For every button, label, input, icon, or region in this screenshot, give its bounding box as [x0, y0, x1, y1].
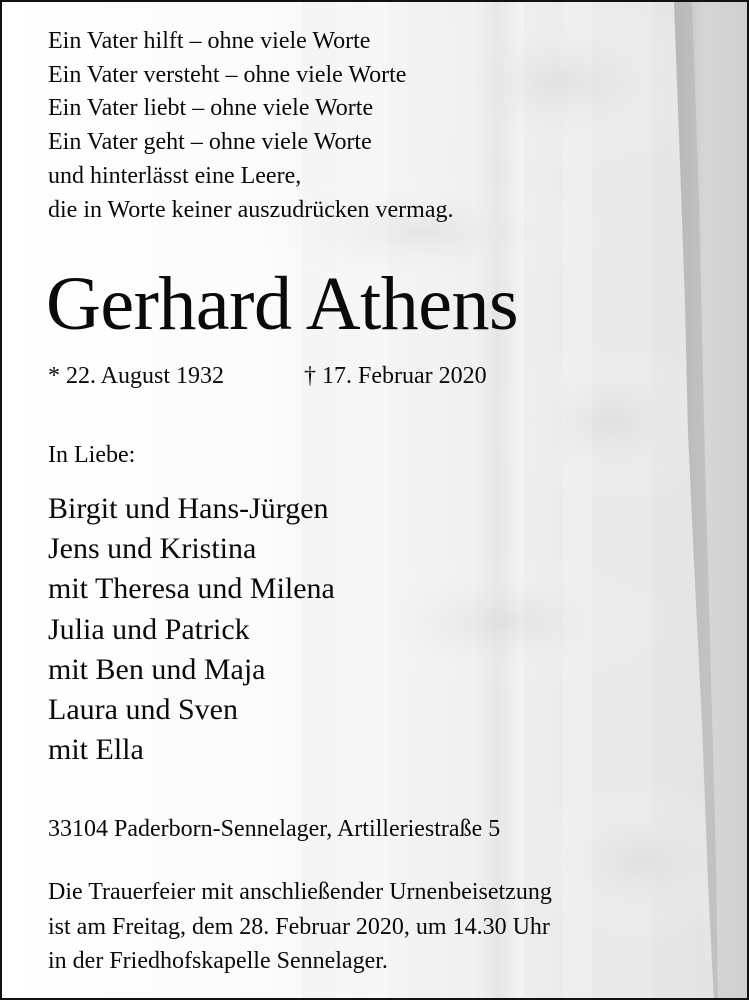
family-address: 33104 Paderborn-Sennelager, Artilleriestraße 5 [48, 816, 501, 842]
deceased-name: Gerhard Athens [46, 262, 519, 346]
mourner-line: Julia und Patrick [48, 612, 250, 646]
birth-date: 22. August 1932 [66, 363, 225, 389]
poem [48, 25, 648, 227]
mourner-line: mit Ben und Maja [48, 652, 266, 686]
death-date-group [304, 360, 487, 392]
mourners-heading: In Liebe: [48, 442, 136, 468]
ceremony-line: in der Friedhofskapelle Sennelager. [48, 948, 388, 974]
mourner-line: mit Theresa und Milena [48, 572, 335, 606]
poem-line: die in Worte keiner auszudrücken vermag. [48, 196, 454, 223]
ceremony-line: ist am Freitag, dem 28. Februar 2020, um 14.30 Uhr [48, 913, 550, 940]
poem-line: und hinterlässt eine Leere, [48, 162, 302, 189]
birth-date-group [48, 360, 224, 392]
death-cross-icon: † [304, 363, 316, 389]
poem-line: Ein Vater hilft – ohne viele Worte [48, 28, 371, 54]
poem-line: Ein Vater geht – ohne viele Worte [48, 129, 372, 156]
mourner-line: Laura und Sven [48, 693, 238, 727]
birth-star-icon: * [48, 363, 60, 389]
poem-line: Ein Vater versteht – ohne viele Worte [48, 61, 407, 88]
poem-line: Ein Vater liebt – ohne viele Worte [48, 95, 374, 122]
mourners-list [48, 489, 335, 770]
mourner-line: mit Ella [48, 733, 144, 767]
mourner-line: Birgit und Hans-Jürgen [48, 492, 329, 525]
death-date: 17. Februar 2020 [322, 363, 487, 389]
mourner-line: Jens und Kristina [48, 532, 257, 566]
funeral-ceremony-info [48, 875, 552, 979]
ceremony-line: Die Trauerfeier mit anschließender Urnenbeisetzung [48, 879, 552, 905]
